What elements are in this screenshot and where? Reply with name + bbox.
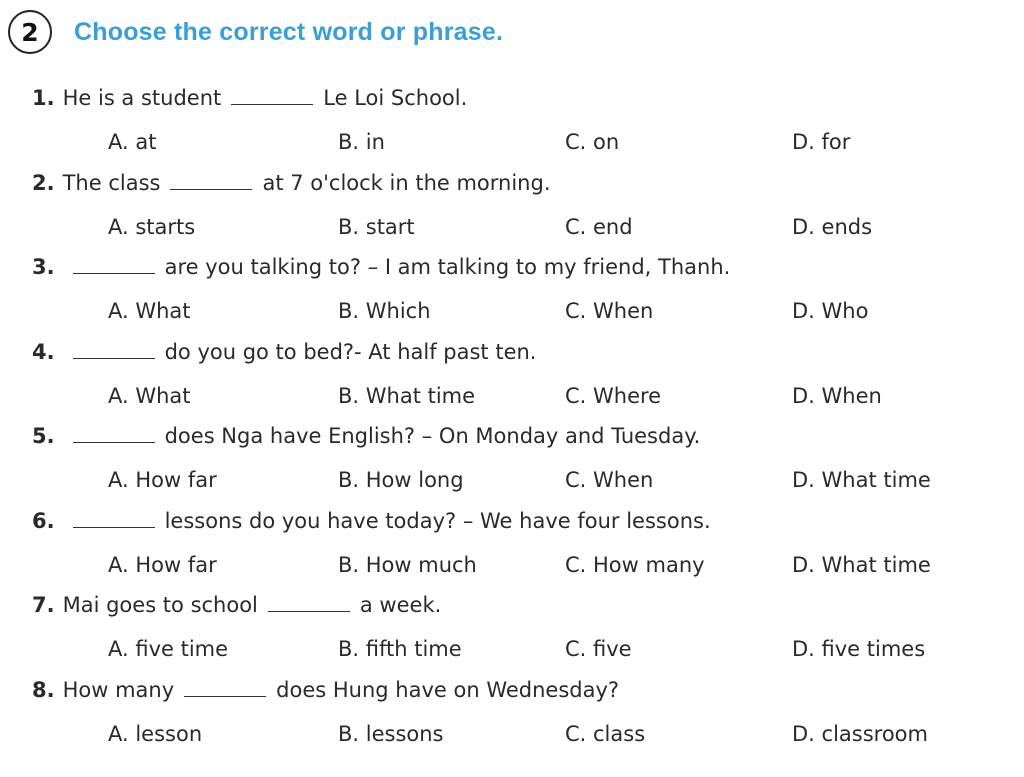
option-c: C. Where [565,383,662,408]
question-stem [32,678,619,702]
option-d: D. for [792,130,851,154]
question-number: 2. [32,170,55,195]
answer-options [0,722,1024,752]
option-d: D. five times [792,637,926,661]
option-d: D. What time [792,468,931,492]
option-d: D. Who [792,299,869,323]
answer-blank [73,272,155,274]
answer-options [0,637,1024,667]
option-d: D. classroom [792,721,928,746]
question-8 [0,674,1024,759]
option-a: A. What [108,383,191,408]
option-b: B. What time [338,383,476,408]
option-a: A. lesson [108,721,203,746]
answer-options [0,384,1024,414]
option-a: A. starts [108,214,196,239]
answer-blank [170,188,252,190]
stem-text-after: lessons do you have today? – We have four lessons. [164,508,711,533]
option-c: C. class [565,721,646,746]
question-number: 7. [32,593,55,617]
question-1 [0,82,1024,167]
question-stem [32,340,536,364]
question-number: 6. [32,508,55,533]
option-b: B. Which [338,299,431,323]
question-list [0,82,1024,758]
option-c: C. end [565,214,633,239]
option-d: D. When [792,383,882,408]
option-a: A. How far [108,552,217,577]
question-6 [0,505,1024,590]
answer-options [0,130,1024,160]
option-a: A. at [108,130,157,154]
option-b: B. How much [338,552,477,577]
question-5 [0,420,1024,505]
answer-options [0,468,1024,498]
question-number: 3. [32,255,55,279]
option-d: D. What time [792,552,931,577]
question-stem [32,171,551,195]
exercise-title: Choose the correct word or phrase. [74,17,504,46]
answer-options [0,553,1024,583]
option-c: C. five [565,637,632,661]
stem-text-after: do you go to bed?- At half past ten. [164,339,537,364]
question-number: 4. [32,339,55,364]
exercise-header [8,8,503,56]
option-b: B. lessons [338,721,444,746]
answer-blank [73,526,155,528]
stem-text-before: The class [62,170,161,195]
stem-text-after: at 7 o'clock in the morning. [262,170,551,195]
exercise-number-badge: 2 [8,10,52,54]
answer-blank [73,441,155,443]
stem-text-before: Mai goes to school [62,593,258,617]
stem-text-before: He is a student [62,86,222,110]
stem-text-after: does Nga have English? – On Monday and Tuesday. [164,424,701,448]
question-stem [32,509,711,533]
option-b: B. fifth time [338,637,462,661]
option-b: B. start [338,214,415,239]
question-stem [32,86,467,110]
option-b: B. How long [338,468,464,492]
stem-text-after: a week. [359,593,442,617]
answer-blank [73,357,155,359]
option-c: C. How many [565,552,705,577]
question-number: 1. [32,86,55,110]
answer-blank [231,103,313,105]
answer-options [0,299,1024,329]
question-4 [0,336,1024,421]
answer-blank [184,695,266,697]
option-c: C. When [565,299,654,323]
question-stem [32,255,730,279]
stem-text-after: does Hung have on Wednesday? [276,677,620,702]
option-c: C. on [565,130,620,154]
answer-options [0,215,1024,245]
option-d: D. ends [792,214,873,239]
question-3 [0,251,1024,336]
stem-text-after: are you talking to? – I am talking to my friend, Thanh. [164,255,731,279]
option-a: A. How far [108,468,217,492]
question-stem [32,593,441,617]
option-a: A. What [108,299,191,323]
question-stem [32,424,700,448]
stem-text-after: Le Loi School. [323,86,468,110]
question-7 [0,589,1024,674]
answer-blank [268,610,350,612]
question-2 [0,167,1024,252]
question-number: 8. [32,677,55,702]
option-c: C. When [565,468,654,492]
question-number: 5. [32,424,55,448]
stem-text-before: How many [62,677,175,702]
option-b: B. in [338,130,385,154]
option-a: A. five time [108,637,229,661]
